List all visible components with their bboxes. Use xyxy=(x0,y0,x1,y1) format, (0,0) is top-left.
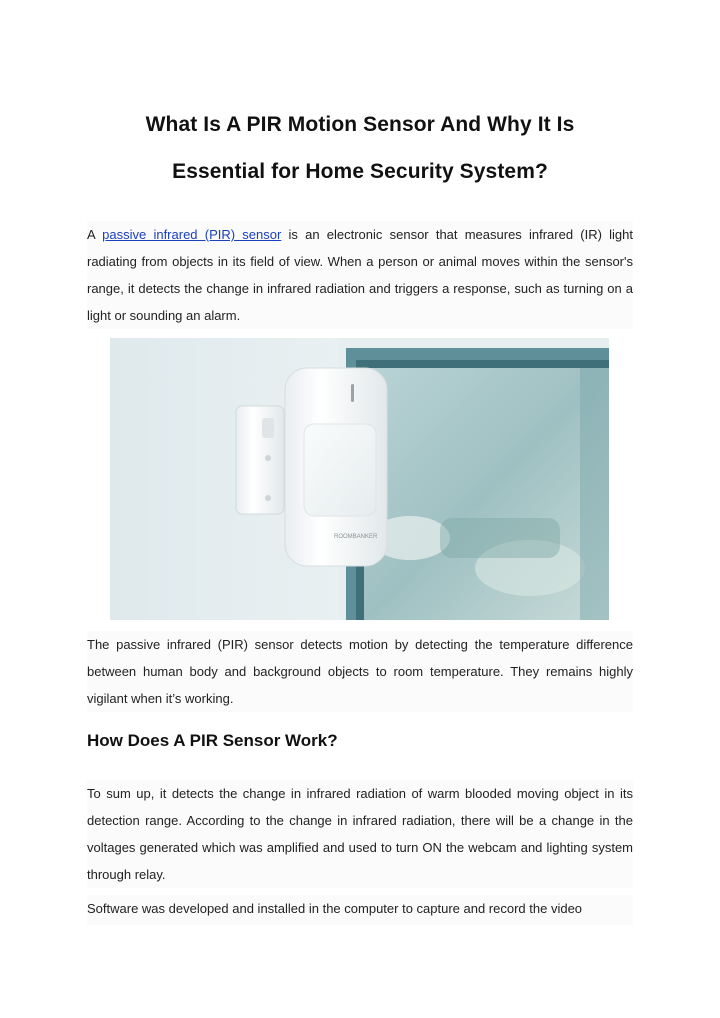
page-title-line-2: Essential for Home Security System? xyxy=(172,160,548,183)
software-paragraph: Software was developed and installed in the computer to capture and record the video xyxy=(87,895,633,925)
how-it-works-paragraph: To sum up, it detects the change in infrared radiation of warm blooded moving object in its detection range. According to the change in infrared radiation, there will be a change in the voltages generated which was amplified and used to turn ON the webcam and lighting system through relay. xyxy=(87,780,633,888)
pir-sensor-link[interactable]: passive infrared (PIR) sensor xyxy=(102,227,282,242)
sensor-brand-text: ROOMBANKER xyxy=(334,534,378,540)
intro-prefix: A xyxy=(87,227,103,242)
pir-motion-sensor-photo xyxy=(110,338,609,620)
sensor-illustration xyxy=(110,338,609,620)
page-title-line-1: What Is A PIR Motion Sensor And Why It Is xyxy=(145,113,575,136)
section-heading: How Does A PIR Sensor Work? xyxy=(87,731,338,750)
intro-paragraph xyxy=(87,221,633,329)
pir-description-paragraph: The passive infrared (PIR) sensor detects motion by detecting the temperature difference between human body and background objects to room temperature. They remains highly vigilant when it’s working. xyxy=(87,631,633,712)
intro-rest: is an electronic sensor that measures infrared (IR) light radiating from objects in its field of view. When a person or animal moves within the sensor's range, it detects the change in infrared radiation and triggers a response, such as turning on a light or sounding an alarm. xyxy=(87,227,633,323)
